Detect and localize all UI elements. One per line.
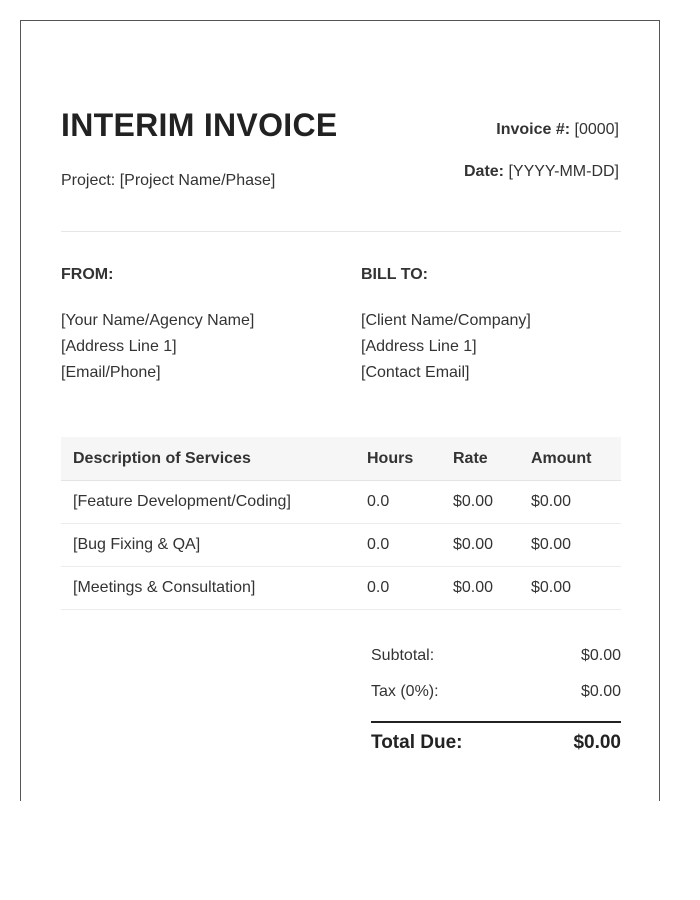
cell-amount: $0.00 [519,524,621,567]
invoice-number [496,121,619,139]
from-line: [Your Name/Agency Name] [61,312,255,329]
bill-to-line: [Client Name/Company] [361,312,531,329]
subtotal-row [371,647,621,683]
total-divider [371,721,621,723]
invoice-number-label: Invoice #: [496,121,571,138]
cell-hours: 0.0 [355,567,441,610]
header-divider [61,231,621,232]
cell-description: [Feature Development/Coding] [61,481,355,524]
services-table [61,437,621,610]
tax-value: $0.00 [580,683,621,700]
project-line [61,172,275,190]
table-row [61,567,621,610]
total-due-label: Total Due: [371,732,463,753]
invoice-date-value: [YYYY-MM-DD] [508,163,619,180]
total-due-value: $0.00 [573,732,621,753]
bill-to-heading: BILL TO: [361,266,428,283]
column-header-amount: Amount [519,437,621,481]
subtotal-value: $0.00 [580,647,621,664]
column-header-description: Description of Services [61,437,355,481]
project-value: [Project Name/Phase] [119,172,276,189]
cell-amount: $0.00 [519,567,621,610]
totals-block [371,647,621,754]
from-heading: FROM: [61,266,114,283]
from-line: [Address Line 1] [61,338,177,355]
invoice-sheet [20,20,660,801]
table-header-row [61,437,621,481]
invoice-number-value: [0000] [574,121,619,138]
invoice-title: INTERIM INVOICE [61,107,338,143]
tax-label: Tax (0%): [371,683,439,700]
column-header-rate: Rate [441,437,519,481]
from-block [61,266,254,386]
cell-amount: $0.00 [519,481,621,524]
total-due-row [371,732,621,754]
cell-rate: $0.00 [441,524,519,567]
bill-to-line: [Address Line 1] [361,338,477,355]
cell-hours: 0.0 [355,524,441,567]
cell-description: [Bug Fixing & QA] [61,524,355,567]
subtotal-label: Subtotal: [371,647,435,664]
table-row [61,524,621,567]
cell-rate: $0.00 [441,481,519,524]
invoice-date-label: Date: [464,163,505,180]
cell-rate: $0.00 [441,567,519,610]
column-header-hours: Hours [355,437,441,481]
project-label: Project: [61,172,116,189]
bill-to-line: [Contact Email] [361,364,470,381]
cell-description: [Meetings & Consultation] [61,567,355,610]
from-line: [Email/Phone] [61,364,161,381]
table-row [61,481,621,524]
tax-row [371,683,621,719]
bill-to-block [361,266,531,386]
cell-hours: 0.0 [355,481,441,524]
invoice-date [464,163,619,181]
